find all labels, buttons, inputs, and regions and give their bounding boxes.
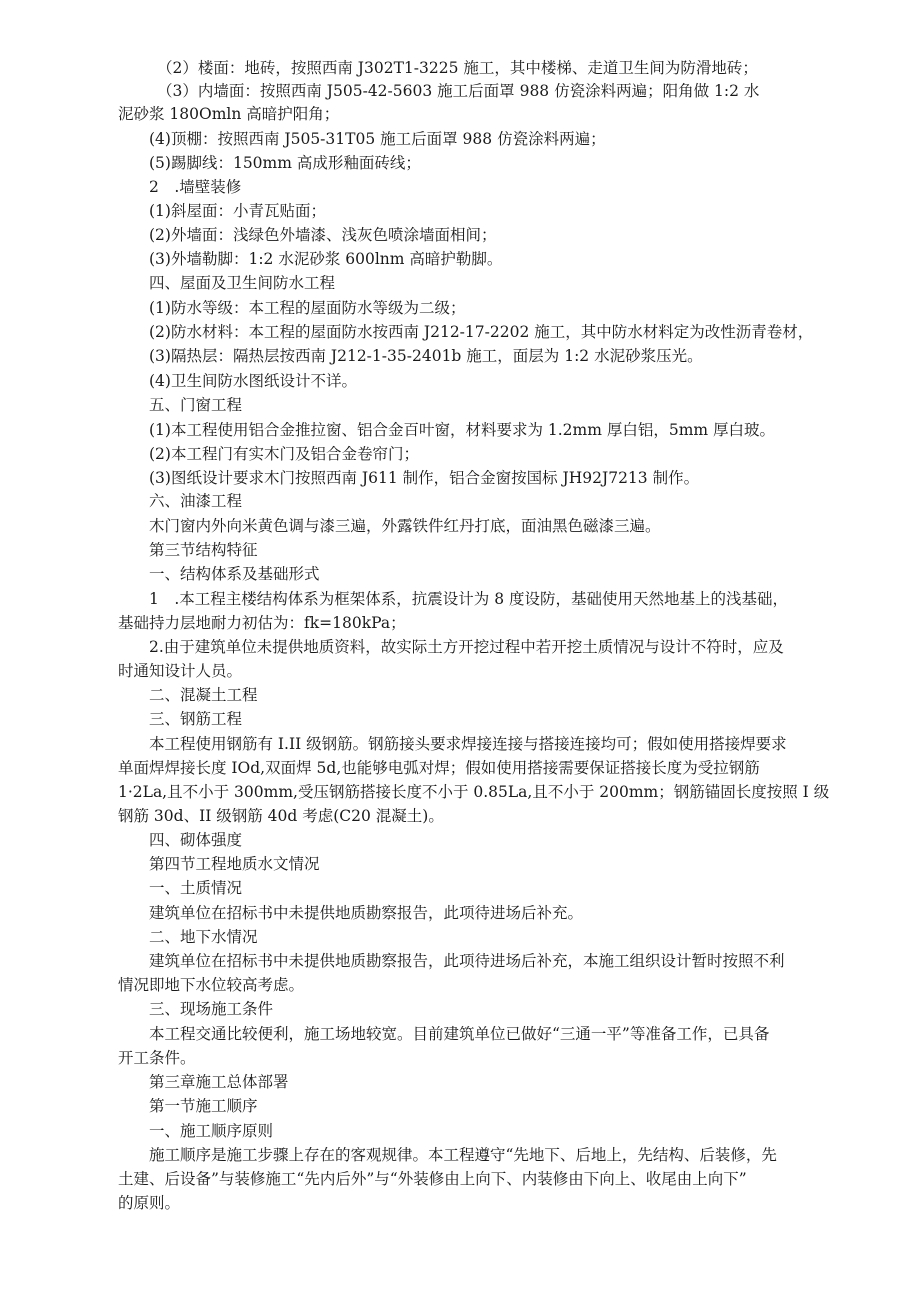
text-line: 基础持力层地耐力初估为：fk=180kPa； <box>118 614 406 632</box>
text-line: (3)外墙勒脚：1:2 水泥砂浆 600lnm 高暗护勒脚。 <box>149 250 503 268</box>
text-line: (5)踢脚线：150mm 高成形釉面砖线； <box>149 154 421 172</box>
section-heading: 六、油漆工程 <box>149 492 243 510</box>
text-line: 时通知设计人员。 <box>118 662 243 680</box>
text-line: 土建、后设备”与装修施工“先内后外”与“外装修由上向下、内装修由下向上、收尾由上向下” <box>118 1170 747 1188</box>
section-heading: 一、结构体系及基础形式 <box>149 565 320 583</box>
text-line: 1·2La,且不小于 300mm,受压钢筋搭接长度不小于 0.85La,且不小于 200mm；钢筋锚固长度按照 I 级 <box>118 783 830 801</box>
section-heading: 第四节工程地质水文情况 <box>149 855 320 873</box>
text-line: (1)本工程使用铝合金推拉窗、铝合金百叶窗，材料要求为 1.2mm 厚白铝，5mm 厚白玻。 <box>149 421 776 439</box>
section-heading: 第三节结构特征 <box>149 541 258 559</box>
section-heading: 四、砌体强度 <box>149 831 243 849</box>
text-line: (2)本工程门有实木门及铝合金卷帘门； <box>149 445 419 463</box>
text-line: 开工条件。 <box>118 1049 196 1067</box>
text-line: (3)图纸设计要求木门按照西南 J611 制作，铝合金窗按国标 JH92J7213 制作。 <box>149 469 700 487</box>
section-heading: 第一节施工顺序 <box>149 1097 258 1115</box>
text-line: (2)防水材料：本工程的屋面防水按西南 J212-17-2202 施工，其中防水材料定为改性沥青卷材， <box>149 323 814 341</box>
section-heading: 三、现场施工条件 <box>149 1000 274 1018</box>
text-line: 的原则。 <box>118 1194 181 1212</box>
text-line: 2.由于建筑单位未提供地质资料，故实际土方开挖过程中若开挖土质情况与设计不符时，应及 <box>149 638 784 656</box>
section-heading: 三、钢筋工程 <box>149 710 243 728</box>
text-line: (4)卫生间防水图纸设计不详。 <box>149 372 357 390</box>
text-line: (1)斜屋面：小青瓦贴面； <box>149 202 326 220</box>
chapter-heading: 第三章施工总体部署 <box>149 1073 289 1091</box>
text-line: 建筑单位在招标书中未提供地质勘察报告，此项待进场后补充，本施工组织设计暂时按照不利 <box>149 952 785 970</box>
section-heading: 五、门窗工程 <box>149 396 243 414</box>
text-line: 建筑单位在招标书中未提供地质勘察报告，此项待进场后补充。 <box>149 904 584 922</box>
section-heading: 四、屋面及卫生间防水工程 <box>149 274 336 292</box>
text-line: (4)顶棚：按照西南 J505-31T05 施工后面罩 988 仿瓷涂料两遍； <box>149 130 606 148</box>
text-line: 木门窗内外向米黄色调与漆三遍，外露铁件红丹打底，面油黑色磁漆三遍。 <box>149 517 661 535</box>
section-heading: 一、土质情况 <box>149 879 243 897</box>
section-heading: 二、混凝土工程 <box>149 686 258 704</box>
text-line: 本工程交通比较便利，施工场地较宽。目前建筑单位已做好“三通一平”等准备工作，已具备 <box>149 1025 770 1043</box>
text-line: (2)外墙面：浅绿色外墙漆、浅灰色喷涂墙面相间； <box>149 226 497 244</box>
text-line: 1 .本工程主楼结构体系为框架体系，抗震设计为 8 度设防，基础使用天然地基上的浅基础， <box>149 590 789 608</box>
text-line: (3)隔热层：隔热层按西南 J212-1-35-2401b 施工，面层为 1:2 水泥砂浆压光。 <box>149 347 703 365</box>
text-line: 本工程使用钢筋有 I.II 级钢筋。钢筋接头要求焊接连接与搭接连接均可；假如使用搭接焊要求 <box>149 735 787 753</box>
text-line: 单面焊焊接长度 IOd,双面焊 5d,也能够电弧对焊；假如使用搭接需要保证搭接长度为受拉钢筋 <box>118 759 760 777</box>
text-line: （2）楼面：地砖，按照西南 J302T1-3225 施工，其中楼梯、走道卫生间为防滑地砖； <box>157 59 758 77</box>
text-line: 泥砂浆 180Omln 高暗护阳角； <box>118 105 340 123</box>
text-line: 情况即地下水位较高考虑。 <box>118 976 305 994</box>
text-line: 施工顺序是施工步骤上存在的客观规律。本工程遵守“先地下、后地上，先结构、后装修，先 <box>149 1146 777 1164</box>
text-line: 钢筋 30d、II 级钢筋 40d 考虑(C20 混凝土)。 <box>118 807 444 825</box>
text-line: (1)防水等级：本工程的屋面防水等级为二级； <box>149 299 466 317</box>
section-heading: 二、地下水情况 <box>149 928 258 946</box>
text-line: （3）内墙面：按照西南 J505-42-5603 施工后面罩 988 仿瓷涂料两遍；阳角做 1:2 水 <box>157 82 760 100</box>
section-heading: 一、施工顺序原则 <box>149 1122 274 1140</box>
section-heading: 2 .墙壁装修 <box>149 178 242 196</box>
